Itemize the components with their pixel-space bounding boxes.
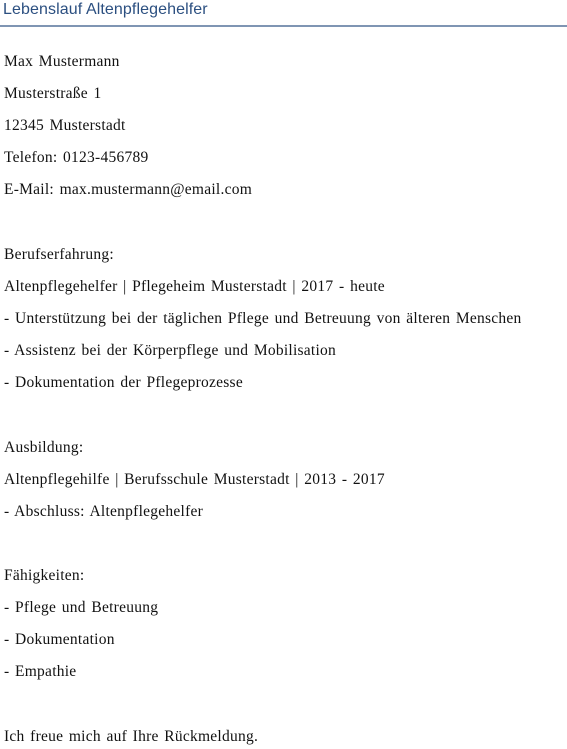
experience-item: - Assistenz bei der Körperpflege und Mobilisation: [4, 342, 337, 359]
skills-item: - Pflege und Betreuung: [4, 599, 159, 616]
experience-item: - Unterstützung bei der täglichen Pflege und Betreuung von älteren Menschen: [4, 310, 522, 327]
closing-sentence: Ich freue mich auf Ihre Rückmeldung.: [4, 728, 259, 745]
education-item: - Abschluss: Altenpflegehelfer: [4, 503, 204, 520]
education-program: Altenpflegehilfe | Berufsschule Musterstadt | 2013 - 2017: [4, 471, 385, 488]
contact-city: 12345 Musterstadt: [4, 117, 126, 134]
skills-item: - Empathie: [4, 663, 77, 680]
skills-item: - Dokumentation: [4, 631, 115, 648]
contact-phone: Telefon: 0123-456789: [4, 149, 149, 166]
document-title: Lebenslauf Altenpflegehelfer: [3, 1, 208, 18]
document-header: [0, 0, 567, 27]
contact-name: Max Mustermann: [4, 53, 120, 70]
education-heading: Ausbildung:: [4, 439, 84, 456]
experience-item: - Dokumentation der Pflegeprozesse: [4, 374, 243, 391]
experience-position: Altenpflegehelfer | Pflegeheim Musterstadt | 2017 - heute: [4, 278, 385, 295]
contact-email: E-Mail: max.mustermann@email.com: [4, 181, 253, 198]
experience-heading: Berufserfahrung:: [4, 246, 114, 263]
skills-heading: Fähigkeiten:: [4, 567, 85, 584]
contact-street: Musterstraße 1: [4, 85, 102, 102]
